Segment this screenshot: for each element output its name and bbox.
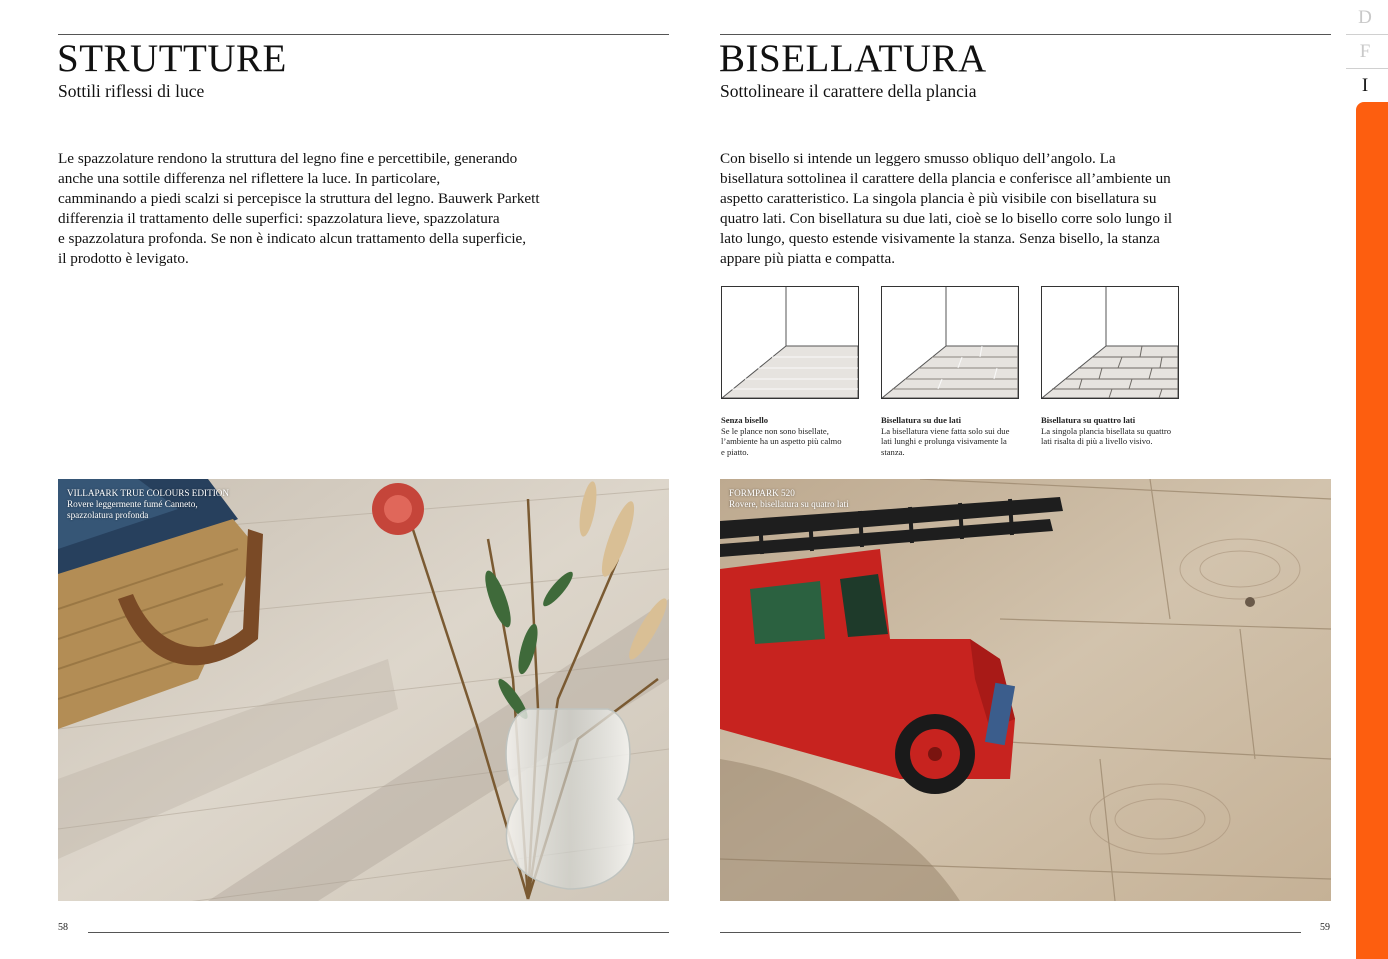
diagram-due-lati — [881, 286, 1019, 399]
diagram-caption-quattro-lati — [1041, 415, 1191, 447]
left-photo-caption-line: Rovere leggermente fumé Canneto, — [67, 499, 198, 509]
right-body-line: lato lungo, questo estende visivamente la stanza. Senza bisello, la stanza — [720, 230, 1160, 247]
right-page-number: 59 — [1320, 922, 1330, 933]
tab-separator — [1346, 68, 1388, 69]
diagram-caption-line: l’ambiente ha un aspetto più calmo — [721, 436, 842, 447]
left-page-number: 58 — [58, 922, 68, 933]
diagram-caption-line: Se le plance non sono bisellate, — [721, 425, 829, 436]
left-body-line: anche una sottile differenza nel riflettere la luce. In particolare, — [58, 170, 441, 187]
left-body-line: e spazzolatura profonda. Se non è indicato alcun trattamento della superficie, — [58, 230, 527, 247]
left-body-line: camminando a piedi scalzi si percepisce la struttura del legno. Bauwerk Parkett — [58, 190, 540, 207]
right-page-title: BISELLATURA — [719, 37, 987, 80]
diagram-caption-title: Bisellatura su due lati — [881, 415, 961, 425]
left-body-line: differenzia il trattamento delle superfici: spazzolatura lieve, spazzolatura — [58, 210, 500, 227]
language-tabs — [1342, 0, 1388, 959]
left-photo-illustration — [58, 479, 669, 901]
diagram-caption-line: lati lunghi e prolunga visivamente la — [881, 436, 1007, 447]
diagram-caption-senza-bisello — [721, 415, 871, 457]
right-photo-illustration — [720, 479, 1331, 901]
left-photo-caption-title: VILLAPARK TRUE COLOURS EDITION — [67, 488, 230, 498]
right-body-line: quatro lati. Con bisellatura su due lati, cioè se lo bisello corre solo lungo il — [720, 210, 1173, 227]
diagram-quattro-lati — [1041, 286, 1179, 399]
right-body-line: Con bisello si intende un leggero smusso obliquo dell’angolo. La — [720, 150, 1116, 167]
right-page-subtitle: Sottolineare il carattere della plancia — [720, 81, 977, 101]
left-bottom-rule — [88, 932, 669, 933]
tab-language-d[interactable]: D — [1358, 7, 1372, 28]
diagram-caption-title: Bisellatura su quattro lati — [1041, 415, 1136, 425]
diagram-caption-line: e piatto. — [721, 446, 749, 457]
left-page-title: STRUTTURE — [57, 37, 287, 80]
diagram-caption-line: La bisellatura viene fatta solo sui due — [881, 425, 1010, 436]
left-photo-caption-line: spazzolatura profonda — [67, 510, 149, 520]
right-photo-fire-truck — [720, 479, 1331, 901]
left-photo-caption — [67, 488, 229, 521]
tab-language-f[interactable]: F — [1359, 41, 1371, 62]
right-photo-caption-line: Rovere, bisellatura su quatro lati — [729, 499, 849, 509]
diagram-caption-title: Senza bisello — [721, 415, 769, 425]
right-body-line: appare più piatta e compatta. — [720, 250, 895, 267]
active-tab-accent-bar — [1356, 102, 1388, 959]
left-photo-basket-vase — [58, 479, 669, 901]
diagram-caption-due-lati — [881, 415, 1031, 457]
diagram-caption-line: La singola plancia bisellata su quattro — [1041, 425, 1172, 436]
left-body-line: Le spazzolature rendono la struttura del legno fine e percettibile, generando — [58, 150, 518, 167]
tab-language-i[interactable]: I — [1361, 75, 1369, 96]
diagram-senza-bisello — [721, 286, 859, 399]
diagram-caption-line: lati risalta di più a livello visivo. — [1041, 436, 1153, 447]
tab-separator — [1346, 34, 1388, 35]
right-bottom-rule — [720, 932, 1301, 933]
diagram-caption-line: stanza. — [881, 446, 905, 457]
right-body-text — [720, 149, 1172, 269]
left-top-rule — [58, 34, 669, 35]
right-body-line: aspetto caratteristico. La singola plancia è più visibile con bisellatura su — [720, 190, 1157, 207]
right-body-line: bisellatura sottolinea il carattere della plancia e conferisce all’ambiente un — [720, 170, 1171, 187]
right-photo-caption — [729, 488, 849, 510]
left-page-subtitle: Sottili riflessi di luce — [58, 81, 205, 101]
left-body-text — [58, 149, 540, 269]
left-body-line: il prodotto è levigato. — [58, 250, 189, 267]
right-top-rule — [720, 34, 1331, 35]
right-photo-caption-title: FORMPARK 520 — [729, 488, 795, 498]
